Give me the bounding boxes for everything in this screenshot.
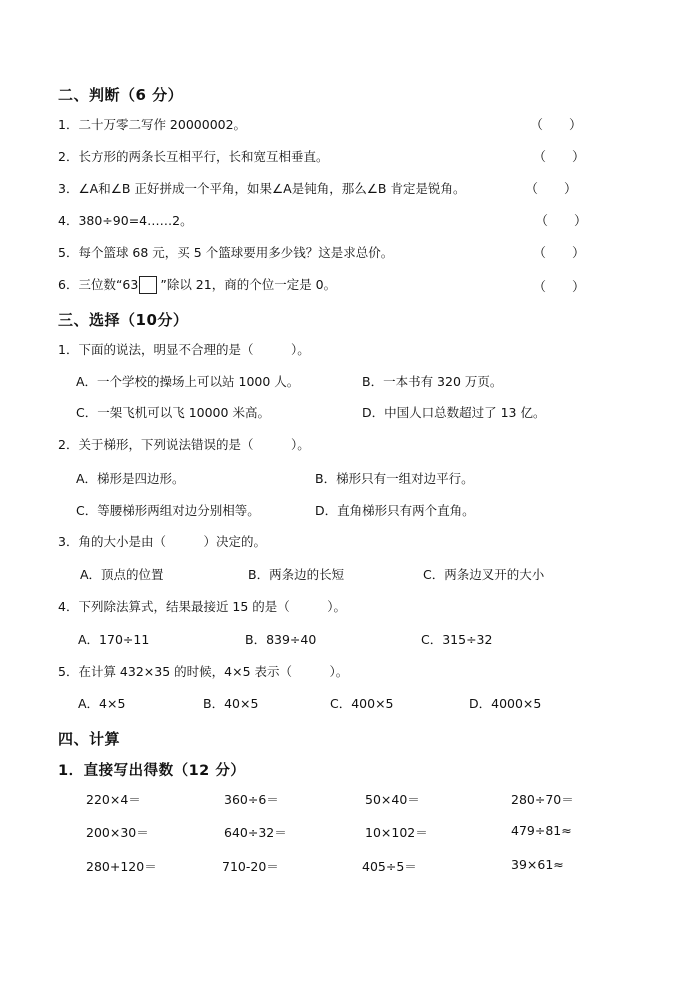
choice-2-option-c[interactable]: C．等腰梯形两组对边分别相等。: [76, 503, 260, 518]
judge-item-5: 5．每个篮球 68 元，买 5 个篮球要用多少钱？这是求总价。: [58, 245, 394, 260]
calc-r1-c1: 220×4＝: [86, 792, 141, 807]
judge-item-1: 1．二十万零二写作 20000002。: [58, 117, 247, 132]
choice-5-option-c[interactable]: C．400×5: [330, 696, 394, 711]
calc-r1-c4: 280÷70＝: [511, 792, 574, 807]
calc-r3-c3: 405÷5＝: [362, 859, 417, 874]
choice-5-option-b[interactable]: B．40×5: [203, 696, 259, 711]
judge-answer-blank-1[interactable]: （ ）: [530, 118, 583, 133]
judge-answer-blank-4[interactable]: （ ）: [535, 214, 588, 229]
choice-question-4: 4．下列除法算式，结果最接近 15 的是（ ）。: [58, 599, 347, 614]
calc-r3-c2: 710-20＝: [222, 859, 279, 874]
calc-r2-c3: 10×102＝: [365, 825, 428, 840]
calc-r1-c3: 50×40＝: [365, 792, 420, 807]
judge-item-4: 4．380÷90=4……2。: [58, 213, 193, 228]
judge-item-3: 3．∠A和∠B 正好拼成一个平角，如果∠A是钝角，那么∠B 肯定是锐角。: [58, 181, 466, 196]
calc-r1-c2: 360÷6＝: [224, 792, 279, 807]
choice-2-option-b[interactable]: B．梯形只有一组对边平行。: [315, 471, 474, 486]
judge-item-6: [58, 275, 336, 294]
judge-item-2: 2．长方形的两条长互相平行，长和宽互相垂直。: [58, 149, 329, 164]
judge-answer-blank-5[interactable]: （ ）: [533, 246, 586, 261]
judge-item-6-after: ”除以 21，商的个位一定是 0。: [160, 277, 337, 292]
choice-question-5: 5．在计算 432×35 的时候，4×5 表示（ ）。: [58, 664, 349, 679]
choice-1-option-c[interactable]: C．一架飞机可以飞 10000 米高。: [76, 405, 270, 420]
choice-4-option-a[interactable]: A．170÷11: [78, 632, 150, 647]
choice-1-option-d[interactable]: D．中国人口总数超过了 13 亿。: [362, 405, 546, 420]
choice-question-1: 1．下面的说法，明显不合理的是（ ）。: [58, 342, 310, 357]
section4-title: 四、计算: [58, 730, 121, 748]
choice-4-option-b[interactable]: B．839÷40: [245, 632, 317, 647]
calc-r2-c2: 640÷32＝: [224, 825, 287, 840]
section4-subtitle: 1．直接写出得数（12 分）: [58, 763, 246, 779]
section2-title: 二、判断（6 分）: [58, 86, 184, 104]
calc-r3-c1: 280+120＝: [86, 859, 157, 874]
choice-1-option-b[interactable]: B．一本书有 320 万页。: [362, 374, 503, 389]
section3-title: 三、选择（10分）: [58, 311, 189, 329]
calc-r2-c4: 479÷81≈: [511, 823, 572, 838]
calc-r2-c1: 200×30＝: [86, 825, 149, 840]
choice-question-3: 3．角的大小是由（ ）决定的。: [58, 534, 266, 549]
choice-2-option-d[interactable]: D．直角梯形只有两个直角。: [315, 503, 475, 518]
calc-r3-c4: 39×61≈: [511, 857, 564, 872]
choice-question-2: 2．关于梯形，下列说法错误的是（ ）。: [58, 437, 310, 452]
judge-answer-blank-2[interactable]: （ ）: [533, 150, 586, 165]
choice-1-option-a[interactable]: A．一个学校的操场上可以站 1000 人。: [76, 374, 300, 389]
choice-3-option-b[interactable]: B．两条边的长短: [248, 567, 345, 582]
choice-5-option-a[interactable]: A．4×5: [78, 696, 126, 711]
choice-5-option-d[interactable]: D．4000×5: [469, 696, 542, 711]
choice-3-option-c[interactable]: C．两条边叉开的大小: [423, 567, 545, 582]
choice-3-option-a[interactable]: A．顶点的位置: [80, 567, 164, 582]
judge-answer-blank-6[interactable]: （ ）: [533, 280, 586, 295]
choice-2-option-a[interactable]: A．梯形是四边形。: [76, 471, 185, 486]
judge-item-6-before: 6．三位数“63: [58, 277, 139, 292]
choice-4-option-c[interactable]: C．315÷32: [421, 632, 493, 647]
judge-answer-blank-3[interactable]: （ ）: [525, 182, 578, 197]
digit-blank-box[interactable]: [139, 276, 157, 294]
